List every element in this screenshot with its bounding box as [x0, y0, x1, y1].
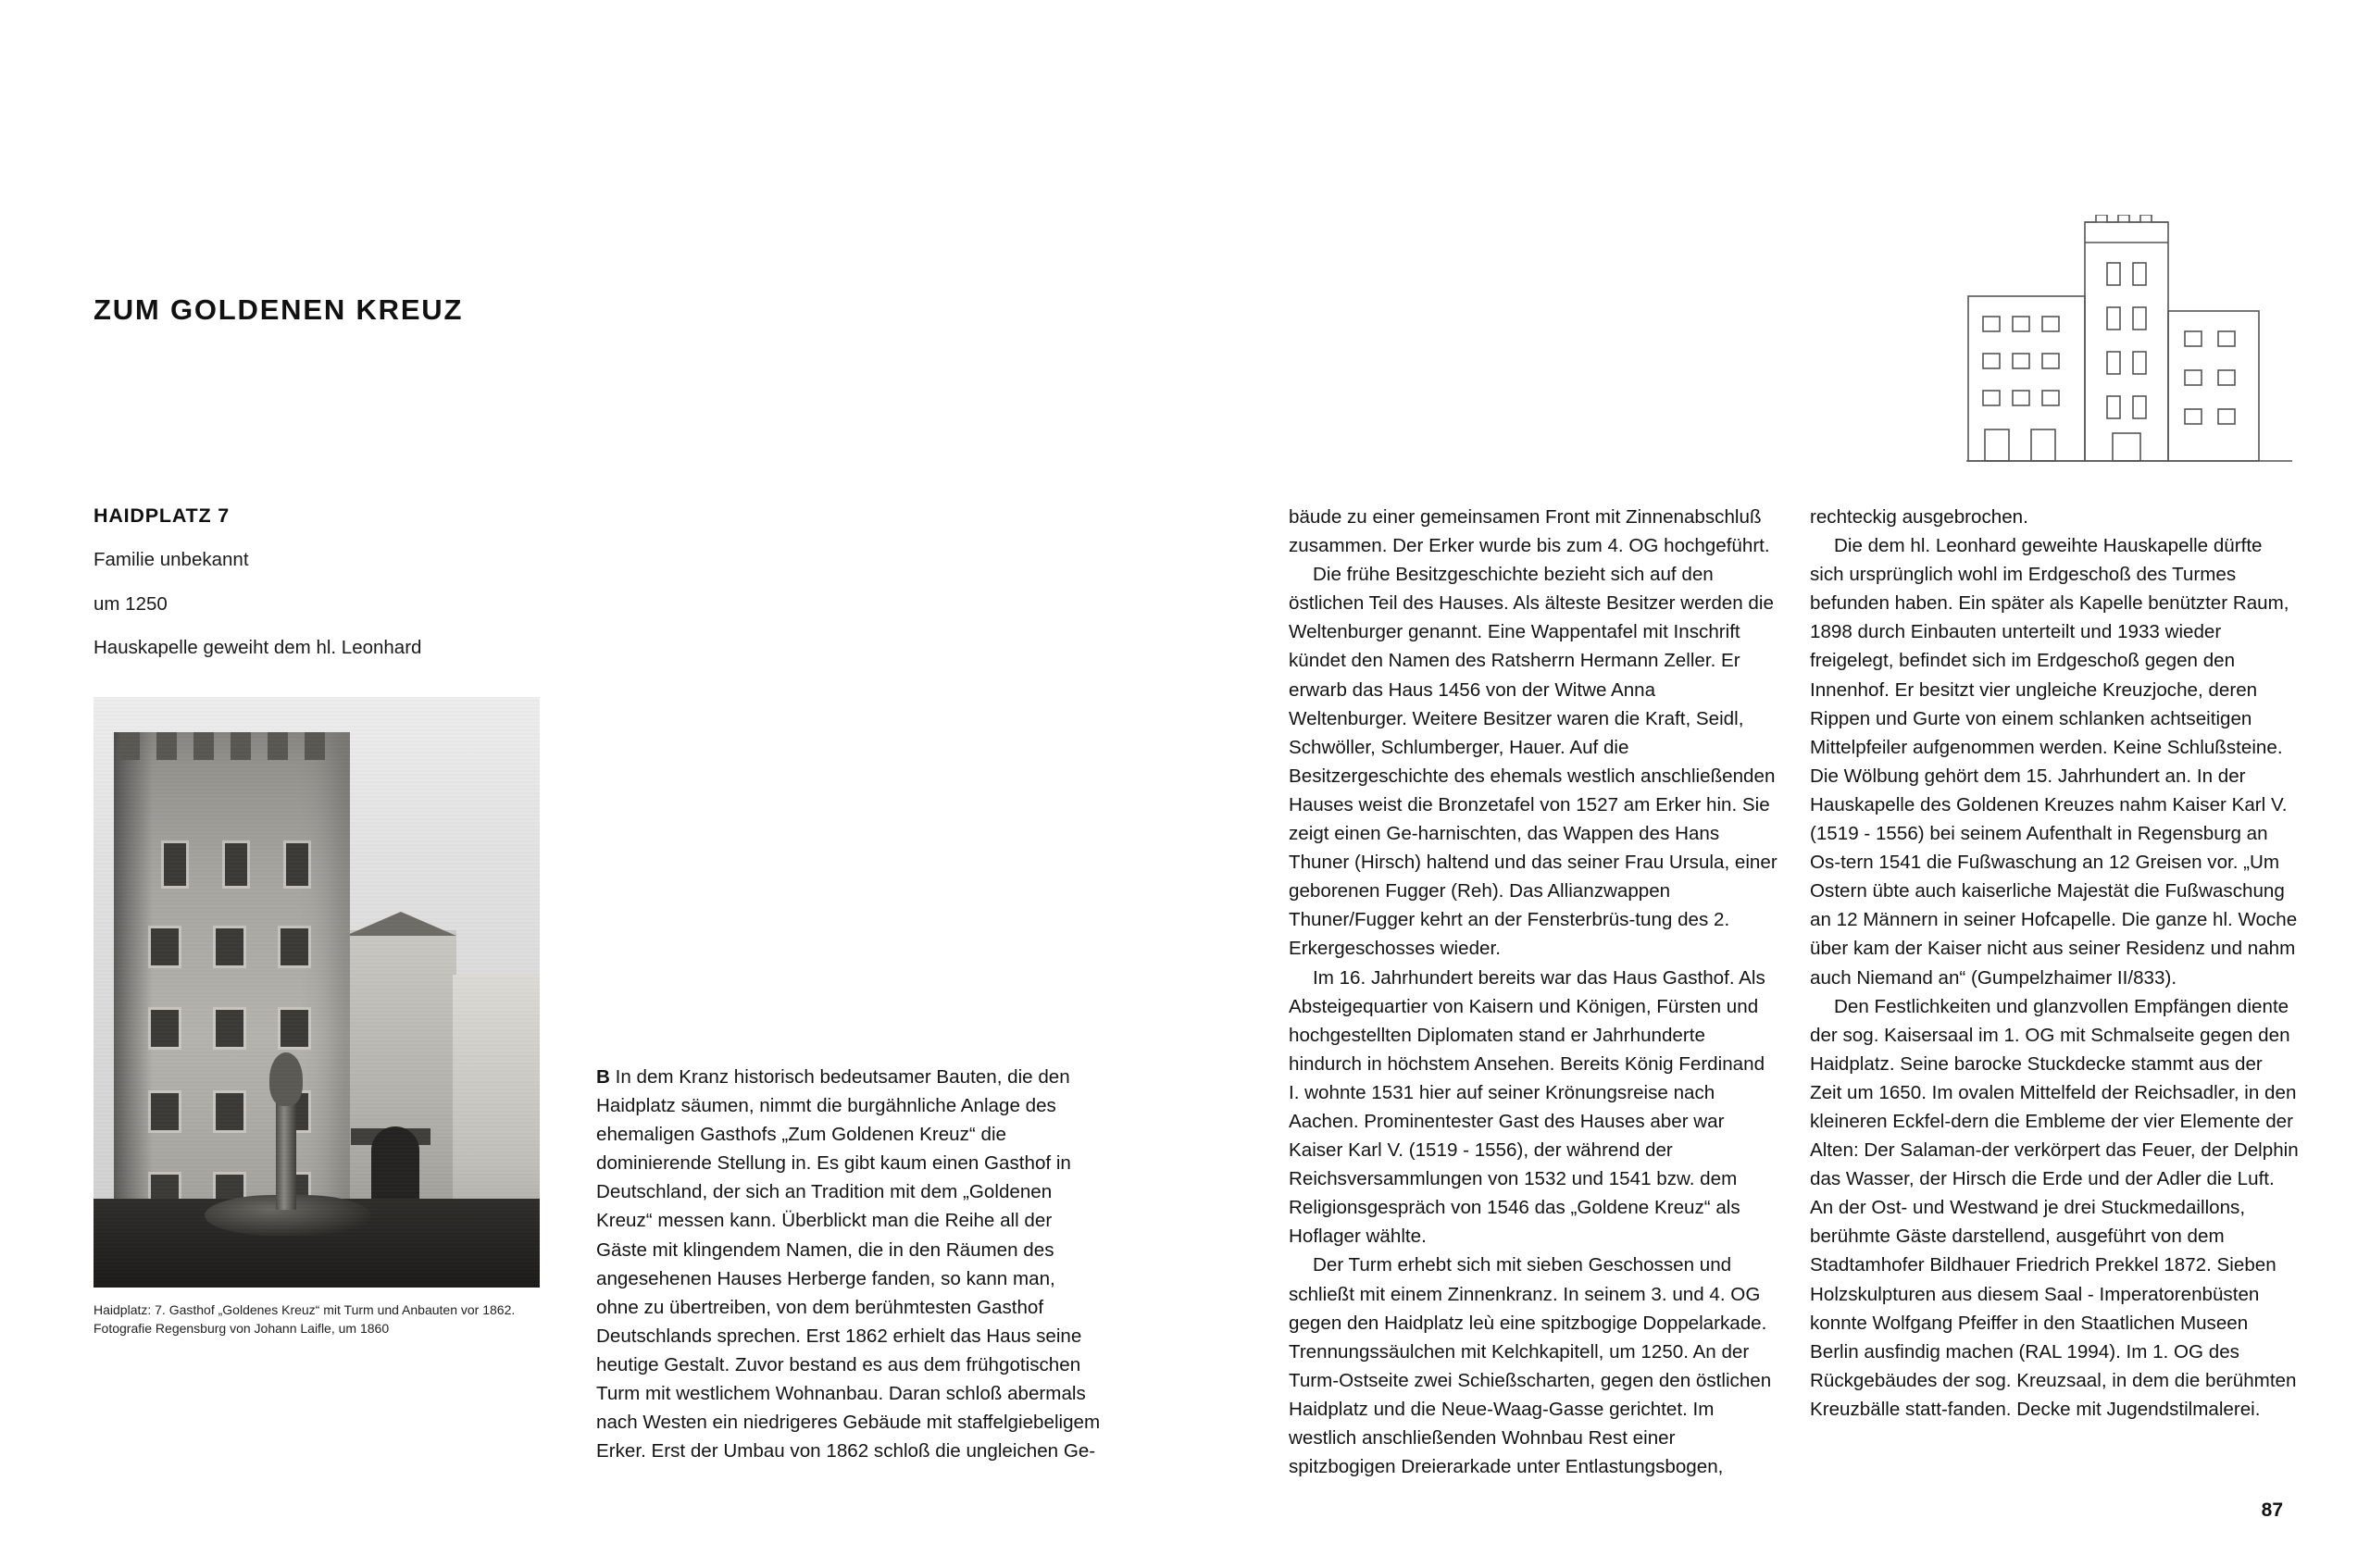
photo-window [225, 843, 247, 886]
page-title: ZUM GOLDENEN KREUZ [94, 293, 464, 326]
entry-metadata [94, 504, 482, 683]
paragraph: bäude zu einer gemeinsamen Front mit Zinnenabschluß zusammen. Der Erker wurde bis zum 4. OG hochgeführt. [1289, 506, 1770, 557]
photo-window [151, 1010, 179, 1047]
paragraph: Die dem hl. Leonhard geweihte Hauskapelle dürfte sich ursprünglich wohl im Erdgeschoß des Turmes befunden haben. Ein später als Kapelle benützter Raum, 1898 durch Einbauten unterteilt und 1933 wieder freigelegt, befindet sich im Erdgeschoß gegen den Innenhof. Er besitzt vier ungleiche Kreuzjoche, deren Rippen und Gurte von einem schlanken achtseitigen Mittelpfeiler aufgenommen werden. Keine Schlußsteine. Die Wölbung gehört dem 15. Jahrhundert an. In der Hauskapelle des Goldenen Kreuzes nahm Kaiser Karl V. (1519 - 1556) bei seinem Aufenthalt in Regensburg an Os-tern 1541 die Fußwaschung an 12 Greisen vor. „Um Ostern übte auch kaiserliche Majestät die Fußwaschung an 12 Männern in seiner Hofcapelle. Die ganze hl. Woche über kam der Kaiser nicht aus seiner Residenz und nahm auch Niemand an“ (Gumpelzhaimer II/833). [1810, 535, 2298, 989]
entry-chapel: Hauskapelle geweiht dem hl. Leonhard [94, 637, 422, 658]
photo-fountain-figure [269, 1052, 303, 1106]
photo-fountain-column [276, 1099, 296, 1210]
photo-window [286, 843, 308, 886]
photo-crenellation [193, 732, 214, 760]
photo-doorway [371, 1126, 419, 1199]
paragraph: Der Turm erhebt sich mit sieben Geschossen und schließt mit einem Zinnenkranz. In seinem 3. und 4. OG gegen den Haidplatz leù eine spitzbogige Doppelarkade. Trennungssäulchen mit Kelchkapitell, um 1250. An der Turm-Ostseite zwei Schießscharten, gegen den östlichen Haidplatz und die Neue-Waag-Gasse gerichtet. Im westlich anschließenden Wohnbau Rest einer spitzbogigen Dreierarkade unter Entlastungsbogen, [1289, 1254, 1772, 1478]
paragraph: Den Festlichkeiten und glanzvollen Empfängen diente der sog. Kaisersaal im 1. OG mit Schmalseite gegen den Haidplatz. Seine barocke Stuckdecke stammt aus der Zeit um 1650. Im ovalen Mittelfeld der Reichsadler, in den kleineren Eckfel-dern die Embleme der vier Elemente der Alten: Der Salaman-der verkörpert das Feuer, der Delphin das Wasser, der Hirsch die Erde und der Adler die Luft. An der Ost- und Westwand je drei Stuckmedaillons, berühmte Gäste darstellend, ausgeführt von dem Stadtamhofer Bildhauer Friedrich Prekkel 1872. Sieben Holzskulpturen aus diesem Saal - Imperatorenbüsten konnte Wolfgang Pfeiffer in den Staatlichen Museen Berlin ausfindig machen (RAL 1994). Im 1. OG des Rückgebäudes der sog. Kreuzsaal, in dem die berühmten Kreuzbälle statt-fanden. Decke mit Jugendstilmalerei. [1810, 995, 2299, 1420]
photo-crenellation [268, 732, 288, 760]
photo-window [281, 1010, 308, 1047]
photo-caption-line-2: Fotografie Regensburg von Johann Laifle, um 1860 [94, 1321, 390, 1337]
photo-crenellation [231, 732, 251, 760]
body-column-3 [1810, 503, 2299, 1424]
building-elevation-icon [1966, 215, 2300, 474]
dropcap-letter: B [596, 1066, 610, 1088]
photo-window [216, 1010, 243, 1047]
body-column-2 [1289, 503, 1778, 1481]
entry-date: um 1250 [94, 592, 168, 615]
photo-crenellation [119, 732, 140, 760]
photo-caption [94, 1300, 540, 1338]
page-number: 87 [2261, 1500, 2283, 1521]
photo-crenellation [156, 732, 177, 760]
photo-window [216, 928, 243, 965]
paragraph: Im 16. Jahrhundert bereits war das Haus Gasthof. Als Absteigequartier von Kaisern und Königen, Fürsten und hochgestellten Diplomaten stand er Jahrhunderte hindurch in höchstem Ansehen. Bereits König Ferdinand I. wohnte 1531 hier auf seiner Krönungsreise nach Aachen. Prominentester Gast des Hauses aber war Kaiser Karl V. (1519 - 1556), der während der Reichsversammlungen von 1532 und 1541 bzw. dem Religionsgespräch von 1546 das „Goldene Kreuz“ als Hoflager wählte. [1289, 966, 1765, 1248]
photo-window [216, 1093, 243, 1130]
photo-window [151, 928, 179, 965]
photo-caption-line-1: Haidplatz: 7. Gasthof „Goldenes Kreuz“ mit Turm und Anbauten vor 1862. [94, 1302, 516, 1317]
photo-figure [94, 697, 540, 1338]
historic-photograph [94, 697, 540, 1288]
photo-crenellation [305, 732, 325, 760]
paragraph: Die frühe Besitzgeschichte bezieht sich auf den östlichen Teil des Hauses. Als älteste Besitzer werden die Weltenburger genannt. Eine Wappentafel mit Inschrift kündet den Namen des Ratsherrn Hermann Zeller. Er erwarb das Haus 1456 von der Witwe Anna Weltenburger. Weitere Besitzer waren die Kraft, Seidl, Schwöller, Schlumberger, Hauer. Auf die Besitzergeschichte des ehemals westlich anschließenden Hauses weist die Bronzetafel von 1527 am Erker hin. Sie zeigt einen Ge-harnischten, das Wappen des Hans Thuner (Hirsch) haltend und das seiner Frau Ursula, einer geborenen Fugger (Reh). Das Allianzwappen Thuner/Fugger kehrt an der Fensterbrüs-tung des 2. Erkergeschosses wieder. [1289, 564, 1778, 960]
body-column-1 [596, 1063, 1101, 1465]
photo-window [281, 928, 308, 965]
photo-window [151, 1093, 179, 1130]
photo-window [164, 843, 186, 886]
paragraph-text: In dem Kranz historisch bedeutsamer Bauten, die den Haidplatz säumen, nimmt die burgähnliche Anlage des ehemaligen Gasthofs „Zum Goldenen Kreuz“ die dominierende Stellung in. Es gibt kaum einen Gasthof in Deutschland, der sich an Tradition mit dem „Goldenen Kreuz“ messen kann. Überblickt man die Reihe all der Gäste mit klingendem Namen, die in den Räumen des angesehenen Hauses Herberge fanden, so kann man, ohne zu übertreiben, von dem berühmtesten Gasthof Deutschlands sprechen. Erst 1862 erhielt das Haus seine heutige Gestalt. Zuvor bestand es aus dem frühgotischen Turm mit westlichem Wohnanbau. Daran schloß abermals nach Westen ein niedrigeres Gebäude mit staffelgiebeligem Erker. Erst der Umbau von 1862 schloß die ungleichen Ge- [596, 1066, 1101, 1462]
entry-address: HAIDPLATZ 7 [94, 504, 230, 527]
paragraph [596, 1063, 1101, 1465]
paragraph: rechteckig ausgebrochen. [1810, 506, 2028, 528]
entry-family: Familie unbekannt [94, 549, 249, 570]
photo-gable-roof [345, 912, 456, 936]
